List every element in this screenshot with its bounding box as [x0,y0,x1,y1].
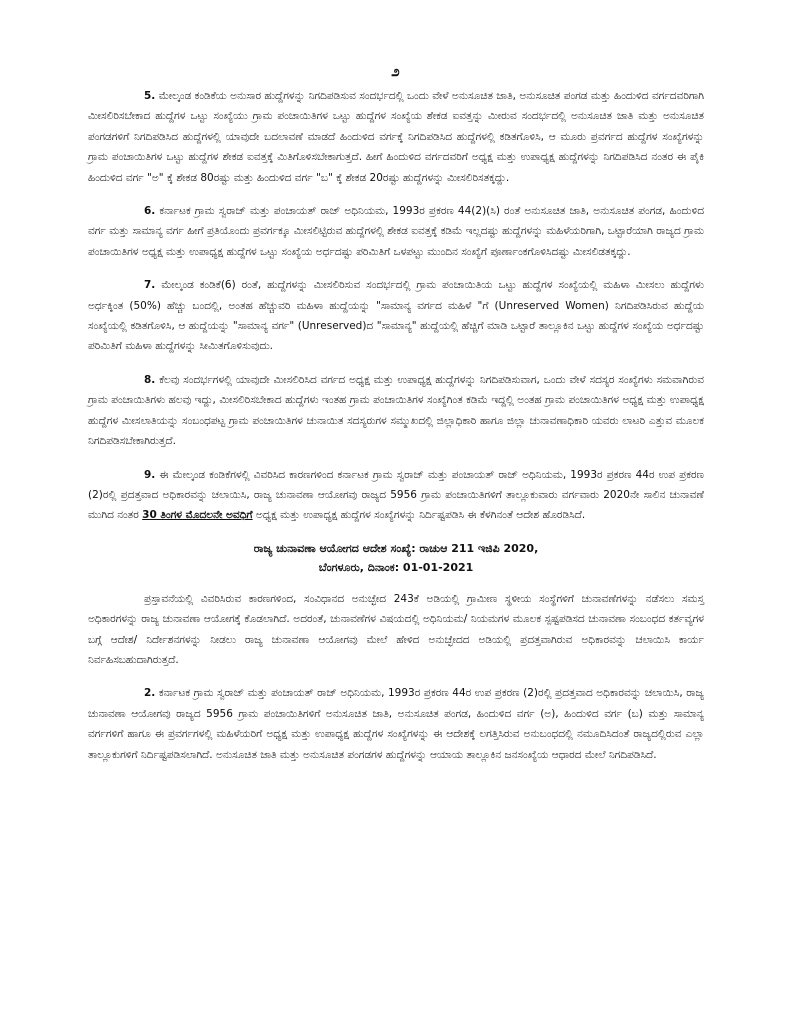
order-heading-line1: ರಾಜ್ಯ ಚುನಾವಣಾ ಆಯೋಗದ ಆದೇಶ ಸಂಖ್ಯೆ: ರಾಚುಆ 211 ಇಜಿಪಿ 2020, [253,541,539,555]
paragraph-number: 9. [144,468,156,481]
order-heading [88,539,704,577]
paragraph-text: ಮೇಲ್ಕಂಡ ಕಂಡಿಕೆಯ ಅನುಸಾರ ಹುದ್ದೆಗಳನ್ನು ನಿಗದಿಪಡಿಸುವ ಸಂದರ್ಭದಲ್ಲಿ ಒಂದು ವೇಳೆ ಅನುಸೂಚಿತ ಜಾತಿ, ಅನುಸೂಚಿತ ಪಂಗಡ ಮತ್ತು ಹಿಂದುಳಿದ ವರ್ಗದವರಿಗಾಗಿ ಮೀಸಲಿರಿಸಬೇಕಾದ ಹುದ್ದೆಗಳ ಒಟ್ಟು ಸಂಖ್ಯೆಯು ಗ್ರಾಮ ಪಂಚಾಯಿತಿಗಳ ಒಟ್ಟು ಹುದ್ದೆಗಳ ಸಂಖ್ಯೆಯ ಶೇಕಡ ಐವತ್ತನ್ನು ಮೀರುವ ಸಂದರ್ಭದಲ್ಲಿ ಅನುಸೂಚಿತ ಜಾತಿ ಮತ್ತು ಅನುಸೂಚಿತ ಪಂಗಡಗಳಿಗೆ ನಿಗದಿಪಡಿಸಿದ ಹುದ್ದೆಗಳಲ್ಲಿ ಯಾವುದೇ ಬದಲಾವಣೆ ಮಾಡದೆ ಹಿಂದುಳಿದ ವರ್ಗಕ್ಕೆ ನಿಗದಿಪಡಿಸಿದ ಹುದ್ದೆಗಳಲ್ಲಿ ಕಡಿತಗೊಳಿಸಿ, ಆ ಮೂರು ಪ್ರವರ್ಗದ ಹುದ್ದೆಗಳ ಸಂಖ್ಯೆಗಳನ್ನು ಗ್ರಾಮ ಪಂಚಾಯಿತಿಗಳ ಒಟ್ಟು ಹುದ್ದೆಗಳ ಶೇಕಡ ಐವತ್ತಕ್ಕೆ ಮಿತಿಗೊಳಿಸಬೇಕಾಗುತ್ತದೆ. ಹೀಗೆ ಹಿಂದುಳಿದ ವರ್ಗದವರಿಗೆ ಅಧ್ಯಕ್ಷ ಮತ್ತು ಉಪಾಧ್ಯಕ್ಷ ಹುದ್ದೆಗಳನ್ನು ನಿಗದಿಪಡಿಸಿದ ನಂತರ ಈ ಪೈಕಿ ಹಿಂದುಳಿದ ವರ್ಗ "ಅ" ಕ್ಕೆ ಶೇಕಡ 80ರಷ್ಟು ಮತ್ತು ಹಿಂದುಳಿದ ವರ್ಗ "ಬ" ಕ್ಕೆ ಶೇಕಡ 20ರಷ್ಟು ಹುದ್ದೆಗಳನ್ನು ಮೀಸಲಿರಿಸತಕ್ಕದ್ದು. [88,90,705,184]
paragraph-number: 8. [144,373,156,386]
paragraph-number: 5. [144,90,156,102]
paragraph-number: 2. [144,687,156,700]
page-number: ೨ [391,62,400,80]
paragraph-text-before: ಈ ಮೇಲ್ಕಂಡ ಕಂಡಿಕೆಗಳಲ್ಲಿ ವಿವರಿಸಿದ ಕಾರಣಗಳಿಂದ ಕರ್ನಾಟಕ ಗ್ರಾಮ ಸ್ವರಾಜ್ ಮತ್ತು ಪಂಚಾಯತ್ ರಾಜ್ ಅಧಿನಿಯಮ, 1993ರ ಪ್ರಕರಣ 44ರ ಉಪ ಪ್ರಕರಣ (2)ರಲ್ಲಿ ಪ್ರದತ್ತವಾದ ಅಧಿಕಾರವನ್ನು ಚಲಾಯಿಸಿ, ರಾಜ್ಯ ಚುನಾವಣಾ ಆಯೋಗವು ರಾಜ್ಯದ 5956 ಗ್ರಾಮ ಪಂಚಾಯಿತಿಗಳಿಗೆ ತಾಲ್ಲೂಕುವಾರು ವರ್ಗವಾರು 2020ನೇ ಸಾಲಿನ ಚುನಾವಣೆ ಮುಗಿದ ನಂತರ [88,468,704,522]
order-paragraph-intro [88,589,704,671]
paragraph-9 [88,465,704,526]
paragraph-text: ಪ್ರಸ್ತಾವನೆಯಲ್ಲಿ ವಿವರಿಸಿರುವ ಕಾರಣಗಳಿಂದ, ಸಂವಿಧಾನದ ಅನುಚ್ಛೇದ 243ಕೆ ಅಡಿಯಲ್ಲಿ ಗ್ರಾಮೀಣ ಸ್ಥಳೀಯ ಸಂಸ್ಥೆಗಳಿಗೆ ಚುನಾವಣೆಗಳನ್ನು ನಡೆಸಲು ಸಮಸ್ತ ಅಧಿಕಾರಗಳನ್ನು ರಾಜ್ಯ ಚುನಾವಣಾ ಆಯೋಗಕ್ಕೆ ಕೊಡಲಾಗಿದೆ. ಅದರಂತೆ, ಚುನಾವಣೆಗಳ ವಿಷಯದಲ್ಲಿ ಅಧಿನಿಯಮ/ ನಿಯಮಗಳ ಮೂಲಕ ಸ್ಪಷ್ಟಪಡಿಸದ ಚುನಾವಣಾ ಸಂಬಂಧದ ಕರ್ತವ್ಯಗಳ ಬಗ್ಗೆ ಆದೇಶ/ ನಿರ್ದೇಶನಗಳನ್ನು ನೀಡಲು ರಾಜ್ಯ ಚುನಾವಣಾ ಆಯೋಗವು ಮೇಲೆ ಹೇಳಿದ ಅನುಚ್ಛೇದದ ಅಡಿಯಲ್ಲಿ ಪ್ರದತ್ತವಾಗಿರುವ ಅಧಿಕಾರವನ್ನು ಚಲಾಯಿಸಿ ಕಾರ್ಯ ನಿರ್ವಹಿಸಬಹುದಾಗಿರುತ್ತದೆ. [88,592,704,666]
paragraph-text: ಮೇಲ್ಕಂಡ ಕಂಡಿಕೆ(6) ರಂತೆ, ಹುದ್ದೆಗಳನ್ನು ಮೀಸಲಿರಿಸುವ ಸಂದರ್ಭದಲ್ಲಿ ಗ್ರಾಮ ಪಂಚಾಯಿತಿಯ ಒಟ್ಟು ಹುದ್ದೆಗಳ ಸಂಖ್ಯೆಯಲ್ಲಿ ಮಹಿಳಾ ಮೀಸಲು ಹುದ್ದೆಗಳು ಅರ್ಧಕ್ಕಿಂತ (50%) ಹೆಚ್ಚು ಬಂದಲ್ಲಿ, ಅಂತಹ ಹೆಚ್ಚುವರಿ ಮಹಿಳಾ ಹುದ್ದೆಯನ್ನು "ಸಾಮಾನ್ಯ ವರ್ಗದ ಮಹಿಳೆ "ಗೆ (Unreserved Women) ನಿಗದಿಪಡಿಸಿರುವ ಹುದ್ದೆಯ ಸಂಖ್ಯೆಯಲ್ಲಿ ಕಡಿತಗೊಳಿಸಿ, ಆ ಹುದ್ದೆಯನ್ನು "ಸಾಮಾನ್ಯ ವರ್ಗ" (Unreserved)ದ "ಸಾಮಾನ್ಯ" ಹುದ್ದೆಯಲ್ಲಿ ಹೆಚ್ಚಿಗೆ ಮಾಡಿ ಒಟ್ಟಾರೆ ತಾಲ್ಲೂಕಿನ ಒಟ್ಟು ಹುದ್ದೆಗಳ ಸಂಖ್ಯೆಯ ಅರ್ಧದಷ್ಟು ಪರಿಮಿತಿಗೆ ಮಹಿಳಾ ಹುದ್ದೆಗಳನ್ನು ಸೀಮಿತಗೊಳಿಸುವುದು. [88,279,704,353]
order-paragraph-2 [88,683,704,765]
paragraph-6 [88,201,704,262]
paragraph-text-after: ಅಧ್ಯಕ್ಷ ಮತ್ತು ಉಪಾಧ್ಯಕ್ಷ ಹುದ್ದೆಗಳ ಸಂಖ್ಯೆಗಳನ್ನು ನಿರ್ದಿಷ್ಟಪಡಿಸಿ ಈ ಕೆಳಗಿನಂತೆ ಆದೇಶ ಹೊರಡಿಸಿದೆ. [252,509,586,522]
paragraph-number: 7. [144,279,156,292]
paragraph-8 [88,370,704,452]
paragraph-number: 6. [144,205,156,218]
paragraph-5 [88,86,704,188]
paragraph-7 [88,275,704,357]
paragraph-text: ಕರ್ನಾಟಕ ಗ್ರಾಮ ಸ್ವರಾಜ್ ಮತ್ತು ಪಂಚಾಯತ್ ರಾಜ್ ಅಧಿನಿಯಮ, 1993ರ ಪ್ರಕರಣ 44(2)(ಸಿ) ರಂತೆ ಅನುಸೂಚಿತ ಜಾತಿ, ಅನುಸೂಚಿತ ಪಂಗಡ, ಹಿಂದುಳಿದ ವರ್ಗ ಮತ್ತು ಸಾಮಾನ್ಯ ವರ್ಗ ಹೀಗೆ ಪ್ರತಿಯೊಂದು ಪ್ರವರ್ಗಕ್ಕೂ ಮೀಸಲಿಟ್ಟಿರುವ ಹುದ್ದೆಗಳಲ್ಲಿ ಶೇಕಡ ಐವತ್ತಕ್ಕೆ ಕಡಿಮೆ ಇಲ್ಲದಷ್ಟು ಹುದ್ದೆಗಳನ್ನು ಮಹಿಳೆಯರಿಗಾಗಿ, ಒಟ್ಟಾರೆಯಾಗಿ ರಾಜ್ಯದ ಗ್ರಾಮ ಪಂಚಾಯಿತಿಗಳ ಅಧ್ಯಕ್ಷ ಮತ್ತು ಉಪಾಧ್ಯಕ್ಷ ಹುದ್ದೆಗಳ ಒಟ್ಟು ಸಂಖ್ಯೆಯ ಅರ್ಧದಷ್ಟು ಪರಿಮಿತಿಗೆ ಒಳಪಟ್ಟು ಮುಂದಿನ ಸಂಖ್ಯೆಗೆ ಪೂರ್ಣಾಂಕಗೊಳಿಸಿದಷ್ಟು ಮೀಸಲಿಡತಕ್ಕದ್ದು. [88,205,704,258]
paragraph-text: ಕೆಲವು ಸಂದರ್ಭಗಳಲ್ಲಿ ಯಾವುದೇ ಮೀಸಲಿರಿಸಿದ ವರ್ಗದ ಅಧ್ಯಕ್ಷ ಮತ್ತು ಉಪಾಧ್ಯಕ್ಷ ಹುದ್ದೆಗಳನ್ನು ನಿಗದಿಪಡಿಸುವಾಗ, ಒಂದು ವೇಳೆ ಸದಸ್ಯರ ಸಂಖ್ಯೆಗಳು ಸಮವಾಗಿರುವ ಗ್ರಾಮ ಪಂಚಾಯಿತಿಗಳು ಹಲವು ಇದ್ದು, ಮೀಸಲಿರಿಸಬೇಕಾದ ಹುದ್ದೆಗಳು ಇಂತಹ ಗ್ರಾಮ ಪಂಚಾಯಿತಿಗಳ ಸಂಖ್ಯೆಗಿಂತ ಕಡಿಮೆ ಇದ್ದಲ್ಲಿ ಅಂತಹ ಗ್ರಾಮ ಪಂಚಾಯಿತಿಗಳ ಅಧ್ಯಕ್ಷ ಮತ್ತು ಉಪಾಧ್ಯಕ್ಷ ಹುದ್ದೆಗಳ ಮೀಸಲಾತಿಯನ್ನು ಸಂಬಂಧಪಟ್ಟ ಗ್ರಾಮ ಪಂಚಾಯಿತಿಗಳ ಚುನಾಯಿತ ಸದಸ್ಯರುಗಳ ಸಮ್ಮುಖದಲ್ಲಿ ಜಿಲ್ಲಾಧಿಕಾರಿ ಹಾಗೂ ಜಿಲ್ಲಾ ಚುನಾವಣಾಧಿಕಾರಿ ಯವರು ಲಾಟರಿ ಎತ್ತುವ ಮೂಲಕ ನಿಗದಿಪಡಿಸಬೇಕಾಗಿರುತ್ತದೆ. [88,373,704,448]
paragraph-text: ಕರ್ನಾಟಕ ಗ್ರಾಮ ಸ್ವರಾಜ್ ಮತ್ತು ಪಂಚಾಯತ್ ರಾಜ್ ಅಧಿನಿಯಮ, 1993ರ ಪ್ರಕರಣ 44ರ ಉಪ ಪ್ರಕರಣ (2)ರಲ್ಲಿ ಪ್ರದತ್ತವಾದ ಅಧಿಕಾರವನ್ನು ಚಲಾಯಿಸಿ, ರಾಜ್ಯ ಚುನಾವಣಾ ಆಯೋಗವು ರಾಜ್ಯದ 5956 ಗ್ರಾಮ ಪಂಚಾಯಿತಿಗಳಿಗೆ ಅನುಸೂಚಿತ ಜಾತಿ, ಅನುಸೂಚಿತ ಪಂಗಡ, ಹಿಂದುಳಿದ ವರ್ಗ (ಅ), ಹಿಂದುಳಿದ ವರ್ಗ (ಬ) ಮತ್ತು ಸಾಮಾನ್ಯ ವರ್ಗಗಳಿಗೆ ಹಾಗೂ ಈ ಪ್ರವರ್ಗಗಳಲ್ಲಿ ಮಹಿಳೆಯರಿಗೆ ಅಧ್ಯಕ್ಷ ಮತ್ತು ಉಪಾಧ್ಯಕ್ಷ ಹುದ್ದೆಗಳ ಸಂಖ್ಯೆಗಳನ್ನು ಈ ಆದೇಶಕ್ಕೆ ಲಗತ್ತಿಸಿರುವ ಅನುಬಂಧದಲ್ಲಿ ನಮೂದಿಸಿದಂತೆ ರಾಜ್ಯದಲ್ಲಿರುವ ಎಲ್ಲಾ ತಾಲ್ಲೂಕುಗಳಿಗೆ ನಿರ್ದಿಷ್ಟಪಡಿಸಲಾಗಿದೆ. ಅನುಸೂಚಿತ ಜಾತಿ ಮತ್ತು ಅನುಸೂಚಿತ ಪಂಗಡಗಳ ಹುದ್ದೆಗಳನ್ನು ಆಯಾಯ ತಾಲ್ಲೂಕಿನ ಜನಸಂಖ್ಯೆಯ ಆಧಾರದ ಮೇಲೆ ನಿಗದಿಪಡಿಸಿದೆ. [88,687,705,761]
paragraph-emphasis: 30 ತಿಂಗಳ ಮೊದಲನೇ ಅವಧಿಗೆ [142,509,253,522]
document-body [88,86,704,778]
order-heading-line2: ಬೆಂಗಳೂರು, ದಿನಾಂಕ: 01-01-2021 [318,560,474,574]
